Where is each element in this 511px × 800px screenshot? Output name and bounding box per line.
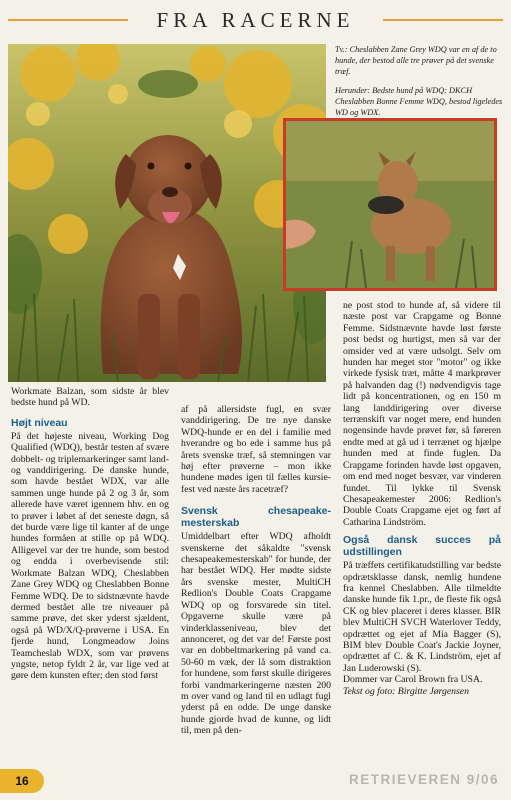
dog-sitting-illustration	[8, 44, 326, 382]
caption-top-photo: Tv.: Cheslabben Zane Grey WDQ var en af de to hunde, der bestod alle tre prøver på det svenske træf.	[335, 45, 497, 76]
photo-captions	[335, 44, 505, 126]
header-rule-right	[383, 19, 503, 21]
heading-hojt-niveau: Højt niveau	[11, 416, 68, 429]
page-number: 16	[0, 769, 44, 793]
main-dog-photo	[8, 44, 326, 382]
col1-body: På det højeste niveau, Working Dog Qualified (WDQ), består testen af svære dobbelt- og triplemarkeringer samt land- og vanddirigering. De danske hunde, som havde bestået WDX, var alle sammen unge hunde på 2 og 3 år, som allerede have været igennem hhv. en og to prøver i løbet af det seneste døgn, så det burde være lige til kanter af de unge hundes formåen at stille op på WDQ. Alligevel var der tre hunde, som bestod og endda i overbevisende stil: Workmate Balzan WDQ, Cheslabben Zane Grey WDQ og Cheslabben Bonne Femme WDQ. De to sidstnævnte havde dermed bestået alle tre niveauer på samme prøve, det sker yderst sjældent, også på WD/X/Q-prøverne i USA. En fjerde hund, Longmeadow Joins Teamcheslab WDX, som var prøvens yngste, netop fyldt 2 år, var lige ved at gøre dem kunsten efter; den stod først	[11, 430, 169, 682]
author-credit: Tekst og foto: Birgitte Jørgensen	[343, 685, 469, 697]
magazine-issue: RETRIEVEREN 9/06	[348, 772, 499, 787]
col3-intro: ne post stod to hunde af, så videre til næste post var Crapgame og Bonne Femme. Sidstnævnte havde løst første post bedst og hurtigst, men så var der omsider ved at være udsolgt. Selv om hunden har meget stor "motor" og ikke virkede fysisk træt, måtte 4 markprøver på halvanden dag (!) nødvendigvis tage lidt på koncentrationen, og en 150 m lang landdirigering over diverse terrænskift var noget mere, end hunden nogensinde havde prøvet før, så føreren endte med at gå ud i terrænet og hjælpe hunden med at finde fuglen. Da Crapgame forinden havde løst opgaven, om end med noget besvær, var vinderen fundet. Til lykke til Svensk Chesapeakemester 2006: Redlion's Double Coats Crapgame ejet og ført af Catharina Lindström.	[343, 300, 501, 528]
dog-retrieving-illustration	[286, 121, 494, 288]
heading-dansk-succes: Også dansk succes på udstillingen	[343, 534, 501, 559]
judge-line: Dommer var Carol Brown fra USA.	[343, 674, 483, 686]
main-photo-caption: Workmate Balzan, som sidste år blev bedste hund på WD.	[11, 386, 169, 409]
heading-svensk-mesterskab: Svensk chesapeake-mesterskab	[181, 505, 331, 530]
section-title: FRA RACERNE	[149, 8, 363, 33]
header-rule-left	[8, 19, 128, 21]
article-column-2	[181, 404, 331, 737]
col2-body: Umiddelbart efter WDQ afholdt svenskerne det såkaldte "svensk chesapeakemesterskab" for hunde, der har bestået WDQ. Her mødte sidste års svenske mester, MultiCH Redlion's Double Coats Crapgame WDQ op og forsvarede sin titel. Opgaverne skulle være på vinderklasseniveau, blev det annonceret, og det var de! Første post var en dobbeltmarkering på vand ca. 50-60 m væk, der lå som distraktion for hundene, som først skulle dirigeres forbi vandmarkeringerne næsten 200 m over vand og land til en udlagt fugl yderst på en odde. De unge danske hunde gjorde hvad de kunne, og lidt til, men på den-	[181, 531, 331, 737]
col3-body: På træffets certifikatudstilling var bedste opdrætsklasse dansk, nemlig hundene fra kennel Cheslabben. Alle tilmeldte danske hunde fik 1.pr., de fleste fik også CK og blev placeret i deres klasser. BIR blev MultiCH SVCH Waterlover Teddy, opdrættet og ejet af Mia Bagger (S), BIM blev Double Coat's Jackie Joyner, opdrættet af C. & K. Lindström, ejet af Jan Luderowski (S).	[343, 560, 501, 674]
article-column-1	[11, 386, 169, 682]
page-header	[0, 8, 511, 32]
inset-retrieve-photo	[283, 118, 497, 291]
caption-inset-photo: Herunder: Bedste hund på WDQ: DKCH Cheslabben Bonne Femme WDQ, bestod ligeledes WD og WDX.	[335, 86, 503, 117]
col2-intro: af på allersidste fugl, en svær vanddirigering. De tre nye danske WDQ-hunde er en del i familie med hverandre og bo ede i samme hus på årets svenske træf, så stemningen var høj efter prøverne – mon ikke hundene mødes igen til fælles kursie-fest ved næste års racetræf?	[181, 404, 331, 495]
article-column-3	[343, 300, 501, 697]
